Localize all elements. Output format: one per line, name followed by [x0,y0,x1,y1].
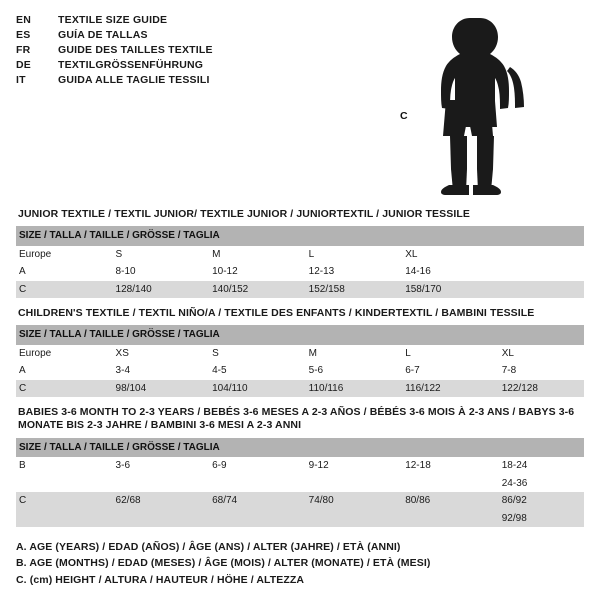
size-table-header-row [16,226,584,246]
cell-spacer [402,475,499,493]
cell-value: 74/80 [306,492,403,510]
column-label-region: Europe [16,246,113,264]
cell-value: 122/128 [499,380,584,398]
language-title: TEXTILGRÖSSENFÜHRUNG [58,59,204,71]
column-label-m: M [209,246,306,264]
cell-spacer [16,510,113,528]
language-title: GUÍA DE TALLAS [58,29,148,41]
cell-spacer [16,475,113,493]
size-header-label: SIZE / TALLA / TAILLE / GRÖSSE / TAGLIA [16,325,584,345]
cell-value: 116/122 [402,380,499,398]
size-table-babies [16,438,584,528]
row-label: A [16,362,113,380]
cell-value: 158/170 [402,281,499,299]
language-title: TEXTILE SIZE GUIDE [58,14,168,26]
cell-value: 8-10 [113,263,210,281]
row-label: B [16,457,113,475]
cell-value: 14-16 [402,263,499,281]
cell-value: 3-6 [113,457,210,475]
size-table-head [16,438,584,458]
language-code: FR [16,44,31,56]
cell-spacer [499,281,584,299]
cell-value: 152/158 [306,281,403,299]
language-code: EN [16,14,31,26]
size-table-head [16,325,584,345]
language-row [16,14,213,29]
legend-line-b: B. AGE (MONTHS) / EDAD (MESES) / ÂGE (MOIS) / ALTER (MONATE) / ETÀ (MESI) [16,557,431,570]
column-label-s: S [209,345,306,363]
column-label-xl: XL [499,345,584,363]
cell-value: 92/98 [499,510,584,528]
child-silhouette-figure [394,14,574,199]
language-title-list-body [16,14,213,89]
column-label-l: L [306,246,403,264]
cell-value: 24-36 [499,475,584,493]
cell-value: 86/92 [499,492,584,510]
row-label: A [16,263,113,281]
column-label-xs: XS [113,345,210,363]
table-row [16,281,584,299]
section-title: BABIES 3-6 MONTH TO 2-3 YEARS / BEBÉS 3-6 MESES A 2-3 AÑOS / BÉBÉS 3-6 MOIS À 2-3 ANS / BABYS 3-6 MONATE BIS 2-3 JAHRE / BAMBINI 3-6 MESI A 2-3 ANNI [18,406,575,432]
table-row [16,362,584,380]
section-babies-textile [16,399,584,527]
section-childrens-textile [16,300,584,397]
cell-value: 12-13 [306,263,403,281]
cell-value: 4-5 [209,362,306,380]
language-title: GUIDA ALLE TAGLIE TESSILI [58,74,210,86]
language-row [16,44,213,59]
cell-value: 62/68 [113,492,210,510]
cell-value: 3-4 [113,362,210,380]
table-row-columns [16,246,584,264]
size-table-body [16,345,584,398]
table-row-columns [16,345,584,363]
size-table-head [16,226,584,246]
column-label-spacer [499,246,584,264]
size-table-junior [16,226,584,298]
column-label-m: M [306,345,403,363]
language-code: ES [16,29,31,41]
header [16,14,584,199]
legend-line-a: A. AGE (YEARS) / EDAD (AÑOS) / ÂGE (ANS) / ALTER (JAHRE) / ETÀ (ANNI) [16,541,401,553]
language-row [16,74,213,89]
size-table-header-row [16,438,584,458]
cell-spacer [113,510,210,528]
column-label-s: S [113,246,210,264]
cell-value: 68/74 [209,492,306,510]
language-row [16,59,213,74]
cell-spacer [209,475,306,493]
language-title-list [16,14,213,89]
column-label-l: L [402,345,499,363]
section-title: CHILDREN'S TEXTILE / TEXTIL NIÑO/A / TEXTILE DES ENFANTS / KINDERTEXTIL / BAMBINI TESSILE [18,307,535,320]
size-table-children [16,325,584,397]
language-code: IT [16,74,26,86]
cell-value: 6-9 [209,457,306,475]
row-label: C [16,492,113,510]
size-table-body [16,457,584,527]
cell-value: 6-7 [402,362,499,380]
language-code: DE [16,59,31,71]
cell-value: 5-6 [306,362,403,380]
section-junior-textile [16,201,584,298]
cell-value: 10-12 [209,263,306,281]
row-label: C [16,281,113,299]
cell-value: 140/152 [209,281,306,299]
column-label-region: Europe [16,345,113,363]
cell-value: 18-24 [499,457,584,475]
cell-value: 80/86 [402,492,499,510]
table-row [16,492,584,510]
column-label-xl: XL [402,246,499,264]
cell-value: 110/116 [306,380,403,398]
size-table-header-row [16,325,584,345]
cell-value: 7-8 [499,362,584,380]
cell-value: 128/140 [113,281,210,299]
section-title: JUNIOR TEXTILE / TEXTIL JUNIOR/ TEXTILE JUNIOR / JUNIORTEXTIL / JUNIOR TESSILE [18,208,470,220]
cell-spacer [402,510,499,528]
cell-value: 104/110 [209,380,306,398]
cell-value: 12-18 [402,457,499,475]
cell-spacer [306,475,403,493]
table-row [16,263,584,281]
cell-value: 98/104 [113,380,210,398]
cell-value: 9-12 [306,457,403,475]
cell-spacer [209,510,306,528]
table-row [16,457,584,475]
size-table-body [16,246,584,299]
language-title: GUIDE DES TAILLES TEXTILE [58,44,213,56]
cell-spacer [113,475,210,493]
table-row-extra [16,510,584,528]
cell-spacer [499,263,584,281]
legend-line-c: C. (cm) HEIGHT / ALTURA / HAUTEUR / HÖHE / ALTEZZA [16,573,305,586]
size-header-label: SIZE / TALLA / TAILLE / GRÖSSE / TAGLIA [16,226,584,246]
table-row-extra [16,475,584,493]
table-row [16,380,584,398]
language-row [16,29,213,44]
child-silhouette-icon [394,14,574,199]
cell-spacer [306,510,403,528]
measure-label-c: C [400,110,408,122]
size-header-label: SIZE / TALLA / TAILLE / GRÖSSE / TAGLIA [16,438,584,458]
row-label: C [16,380,113,398]
legend [16,539,584,588]
